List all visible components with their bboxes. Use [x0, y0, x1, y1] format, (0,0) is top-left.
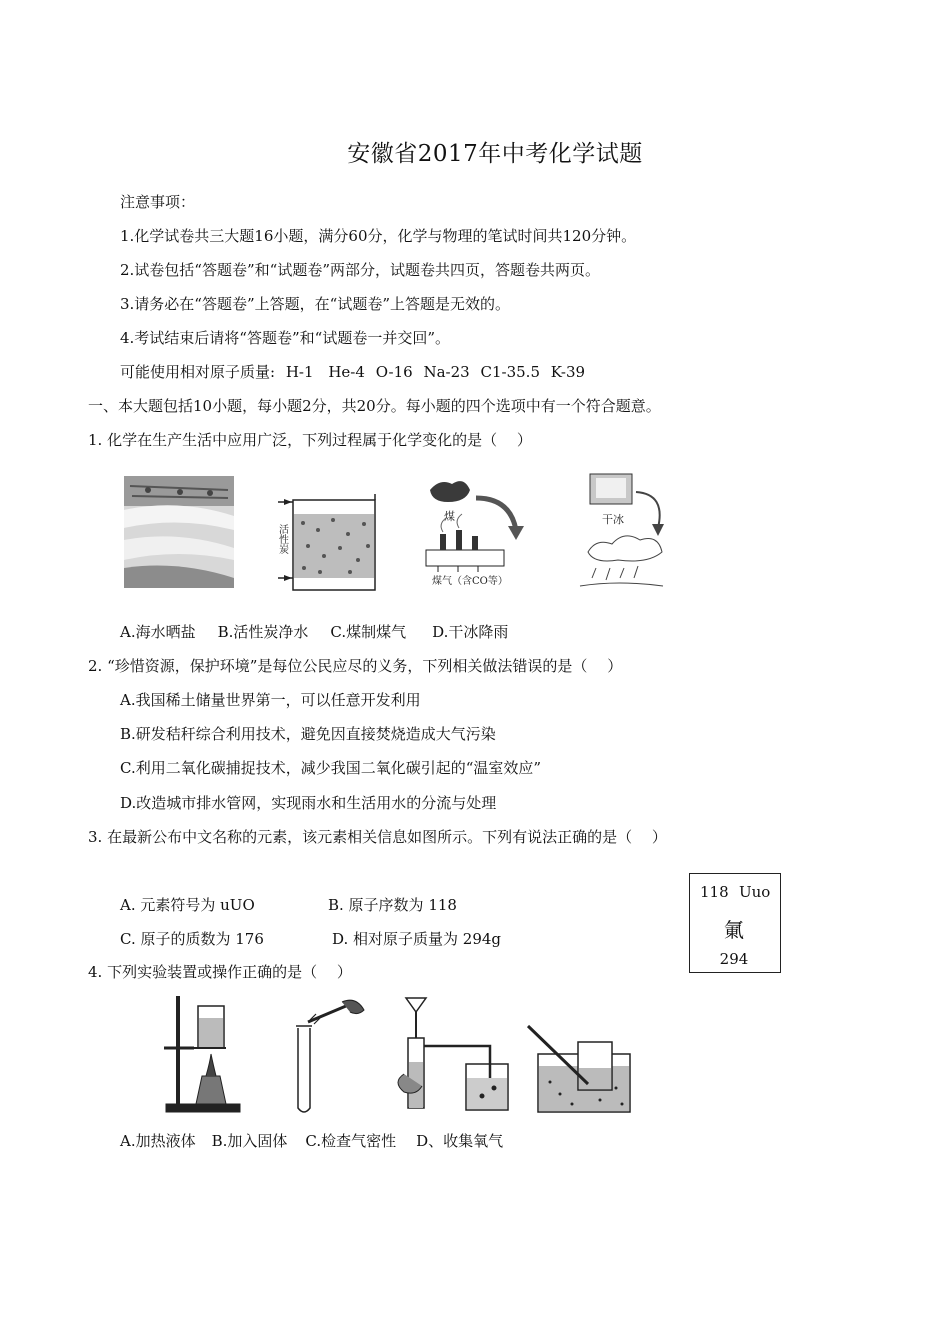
- element-card: [689, 873, 781, 973]
- dry-ice-label: 干冰: [602, 513, 624, 526]
- atomic-mass-na: Na-23: [423, 363, 470, 381]
- q4-option-b[interactable]: B.加入固体: [211, 1132, 288, 1150]
- notice-item-2: 2.试卷包括“答题卷”和“试题卷”两部分，试题卷共四页，答题卷共两页。: [120, 261, 600, 279]
- q4-option-c[interactable]: C.检查气密性: [305, 1132, 397, 1150]
- atomic-mass-line: [120, 362, 585, 382]
- q3-option-c[interactable]: C. 原子的质数为 176: [120, 930, 264, 948]
- q2-stem: 2. “珍惜资源，保护环境”是每位公民应尽的义务，下列相关做法错误的是（ ）: [88, 657, 623, 675]
- q4-stem: 4. 下列实验装置或操作正确的是（ ）: [88, 963, 352, 981]
- collect-oxygen-image: [528, 1026, 630, 1112]
- q1-option-c[interactable]: C.煤制煤气: [330, 623, 407, 641]
- q1-figure: [118, 468, 678, 598]
- page-title: 安徽省2017年中考化学试题: [347, 141, 643, 167]
- q4-option-d[interactable]: D、收集氧气: [416, 1132, 504, 1150]
- q1-option-d[interactable]: D.干冰降雨: [432, 623, 509, 641]
- element-mass: 294: [719, 950, 749, 968]
- notice-item-3: 3.请务必在“答题卷”上答题，在“试题卷”上答题是无效的。: [120, 295, 510, 313]
- q1-stem: 1. 化学在生产生活中应用广泛，下列过程属于化学变化的是（ ）: [88, 431, 532, 449]
- section-heading: 一、本大题包括10小题，每小题2分，共20分。每小题的四个选项中有一个符合题意。: [88, 397, 661, 415]
- q4-options: [120, 1131, 503, 1151]
- add-solid-image: [296, 1000, 364, 1112]
- q1-options: [120, 622, 508, 642]
- q2-option-d[interactable]: D.改造城市排水管网，实现雨水和生活用水的分流与处理: [120, 794, 497, 812]
- atomic-mass-cl: C1-35.5: [480, 363, 540, 381]
- salt-pan-image: [124, 476, 234, 588]
- carbon-label: 活性炭: [276, 524, 288, 554]
- atomic-mass-o: O-16: [375, 363, 413, 381]
- q4-option-a[interactable]: A.加热液体: [120, 1132, 196, 1150]
- atomic-mass-h: H-1: [285, 363, 314, 381]
- notice-item-4: 4.考试结束后请将“答题卷”和“试题卷一并交回”。: [120, 329, 450, 347]
- q1-option-b[interactable]: B.活性炭净水: [217, 623, 309, 641]
- q3-option-d[interactable]: D. 相对原子质量为 294g: [332, 930, 502, 948]
- notice-item-1: 1.化学试卷共三大题16小题，满分60分，化学与物理的笔试时间共120分钟。: [120, 227, 637, 245]
- element-name: 氭: [724, 918, 744, 942]
- dry-ice-rain-image: [580, 474, 664, 586]
- carbon-filter-image: [277, 494, 376, 590]
- airtightness-check-image: [398, 998, 508, 1110]
- notice-heading: 注意事项：: [120, 193, 196, 211]
- q2-option-a[interactable]: A.我国稀土储量世界第一，可以任意开发利用: [120, 691, 421, 709]
- coal-label: 煤: [444, 510, 455, 523]
- q3-option-a[interactable]: A. 元素符号为 uUO: [120, 896, 255, 914]
- atomic-mass-label: 可能使用相对原子质量:: [120, 363, 276, 381]
- atomic-mass-k: K-39: [550, 363, 586, 381]
- q4-figure: [160, 992, 640, 1118]
- coal-gas-image: [426, 481, 524, 587]
- q1-option-a[interactable]: A.海水晒盐: [120, 623, 196, 641]
- atomic-mass-he: He-4: [328, 363, 365, 381]
- q2-option-c[interactable]: C.利用二氧化碳捕捉技术，减少我国二氧化碳引起的“温室效应”: [120, 759, 542, 777]
- element-number: 118: [700, 883, 729, 901]
- q2-option-b[interactable]: B.研发秸秆综合利用技术，避免因直接焚烧造成大气污染: [120, 725, 496, 743]
- q3-option-b[interactable]: B. 原子序数为 118: [328, 896, 457, 914]
- heating-apparatus-image: [164, 996, 240, 1112]
- q3-stem: 3. 在最新公布中文名称的元素，该元素相关信息如图所示。下列有说法正确的是（ ）: [88, 828, 667, 846]
- element-symbol: Uuo: [739, 883, 771, 901]
- coal-gas-label: 煤气（含CO等）: [432, 576, 508, 587]
